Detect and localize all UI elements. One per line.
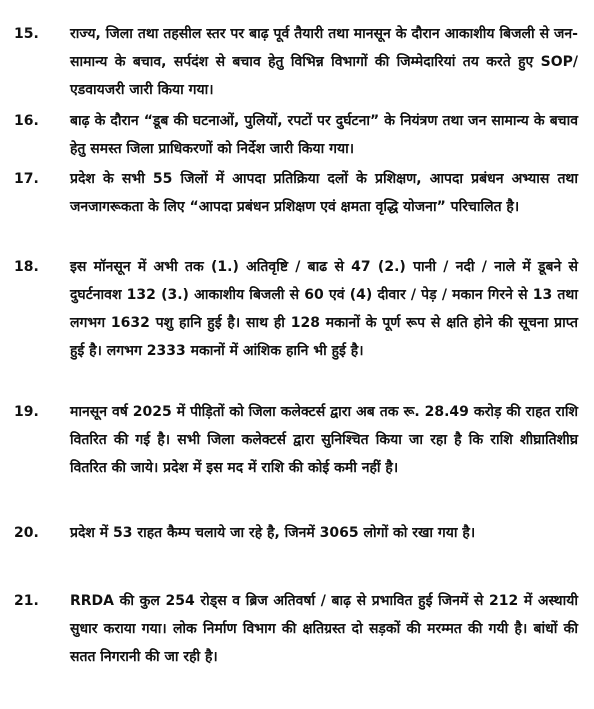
item-number: 16.: [14, 113, 39, 129]
item-number: 15.: [14, 26, 39, 42]
item-number: 17.: [14, 171, 39, 187]
item-text: राज्य, जिला तथा तहसील स्तर पर बाढ़ पूर्व तैयारी तथा मानसून के दौरान आकाशीय बिजली से जन-सामान्य के बचाव, सर्पदंश से बचाव हेतु विभिन्न विभागों की जिम्मेदारियां तय करते हुए SOP/ एडवायजरी जारी किया गया।: [70, 26, 578, 98]
item-text: RRDA की कुल 254 रोड्स व ब्रिज अतिवर्षा / बाढ़ से प्रभावित हुई जिनमें से 212 में अस्थायी सुधार कराया गया। लोक निर्माण विभाग की क्षतिग्रस्त दो सड़कों की मरम्मत की गयी है। बांधों की सतत निगरानी की जा रही है।: [70, 593, 578, 665]
item-text: मानसून वर्ष 2025 में पीड़ितों को जिला कलेक्टर्स द्वारा अब तक रू. 28.49 करोड़ की राहत राशि वितरित की गई है। सभी जिला कलेक्टर्स द्वारा सुनिश्चित किया जा रहा है कि राशि शीघ्रातिशीघ्र वितरित की जाये। प्रदेश में इस मद में राशि की कोई कमी नहीं है।: [70, 404, 578, 476]
item-text: बाढ़ के दौरान “डूब की घटनाओं, पुलियों, रपटों पर दुर्घटना” के नियंत्रण तथा जन सामान्य के बचाव हेतु समस्त जिला प्राधिकरणों को निर्देश जारी किया गया।: [70, 113, 578, 157]
item-number: 19.: [14, 404, 39, 420]
item-text: इस मॉनसून में अभी तक (1.) अतिवृष्टि / बाढ से 47 (2.) पानी / नदी / नाले में डूबने से दुघर्टनावश 132 (3.) आकाशीय बिजली से 60 एवं (4) दीवार / पेड़ / मकान गिरने से 13 तथा लगभग 1632 पशु हानि हुई है। साथ ही 128 मकानों के पूर्ण रूप से क्षति होने की सूचना प्राप्त हुई है। लगभग 2333 मकानों में आंशिक हानि भी हुई है।: [70, 259, 578, 359]
item-number: 21.: [14, 593, 39, 609]
item-number: 20.: [14, 525, 39, 541]
item-number: 18.: [14, 259, 39, 275]
item-text: प्रदेश के सभी 55 जिलों में आपदा प्रतिक्रिया दलों के प्रशिक्षण, आपदा प्रबंधन अभ्यास तथा जनजागरूकता के लिए “आपदा प्रबंधन प्रशिक्षण एवं क्षमता वृद्धि योजना” परिचालित है।: [70, 171, 578, 215]
item-text: प्रदेश में 53 राहत कैम्प चलाये जा रहे है, जिनमें 3065 लोगों को रखा गया है।: [70, 525, 476, 541]
